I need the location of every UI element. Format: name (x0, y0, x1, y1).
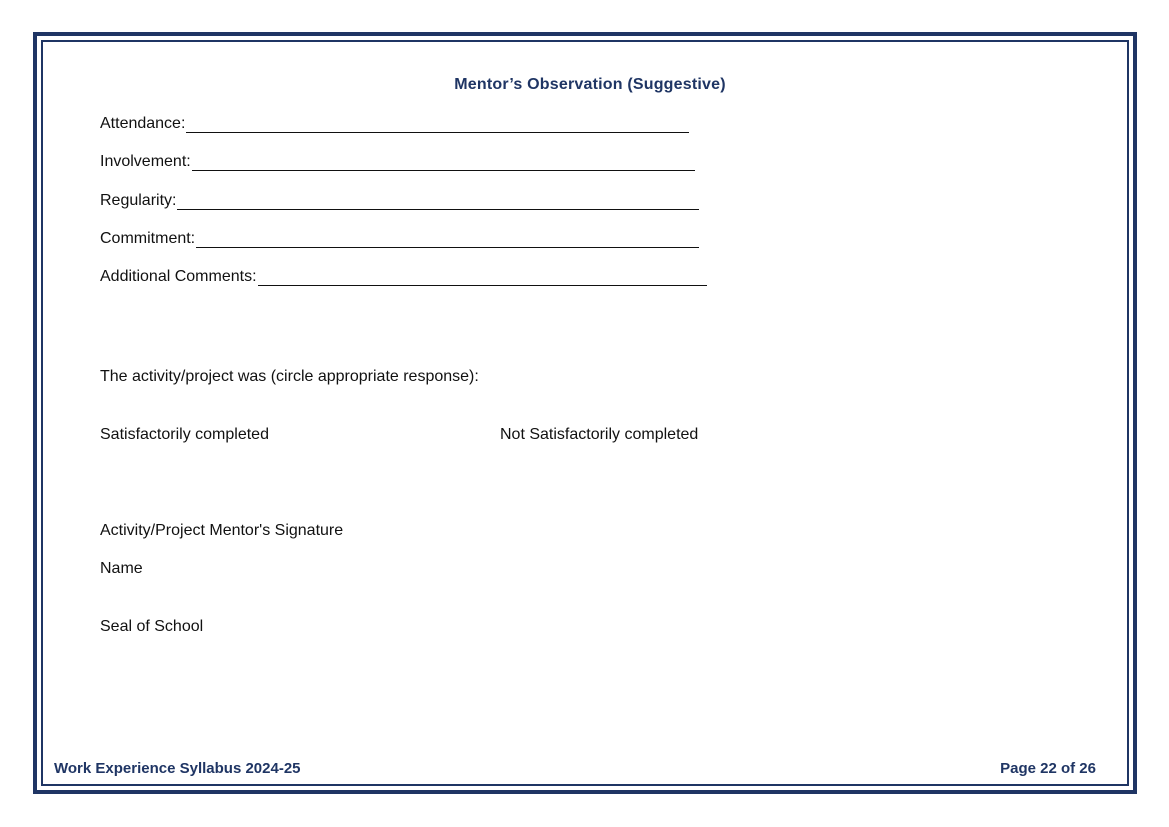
name-label: Name (100, 560, 143, 577)
mentor-signature-label: Activity/Project Mentor's Signature (100, 522, 344, 539)
regularity-label: Regularity: (100, 192, 177, 209)
regularity-field (100, 190, 699, 210)
involvement-field (100, 151, 695, 171)
attendance-label: Attendance: (100, 115, 186, 132)
commitment-field (100, 228, 699, 248)
involvement-blank-line[interactable] (192, 156, 695, 171)
attendance-blank-line[interactable] (186, 118, 689, 133)
page-title: Mentor’s Observation (Suggestive) (454, 76, 726, 93)
additional-comments-label: Additional Comments: (100, 268, 257, 285)
seal-of-school-label: Seal of School (100, 618, 204, 635)
additional-comments-field (100, 266, 707, 286)
option-not-satisfactory[interactable]: Not Satisfactorily completed (500, 426, 699, 443)
regularity-blank-line[interactable] (177, 195, 699, 210)
activity-prompt: The activity/project was (circle appropriate response): (100, 368, 479, 385)
option-satisfactory[interactable]: Satisfactorily completed (100, 426, 269, 443)
commitment-blank-line[interactable] (196, 233, 699, 248)
commitment-label: Commitment: (100, 230, 196, 247)
attendance-field (100, 113, 689, 133)
footer-page-number: Page 22 of 26 (1000, 760, 1096, 777)
footer-syllabus-title: Work Experience Syllabus 2024-25 (54, 760, 301, 777)
additional-comments-blank-line[interactable] (258, 271, 707, 286)
involvement-label: Involvement: (100, 153, 191, 170)
